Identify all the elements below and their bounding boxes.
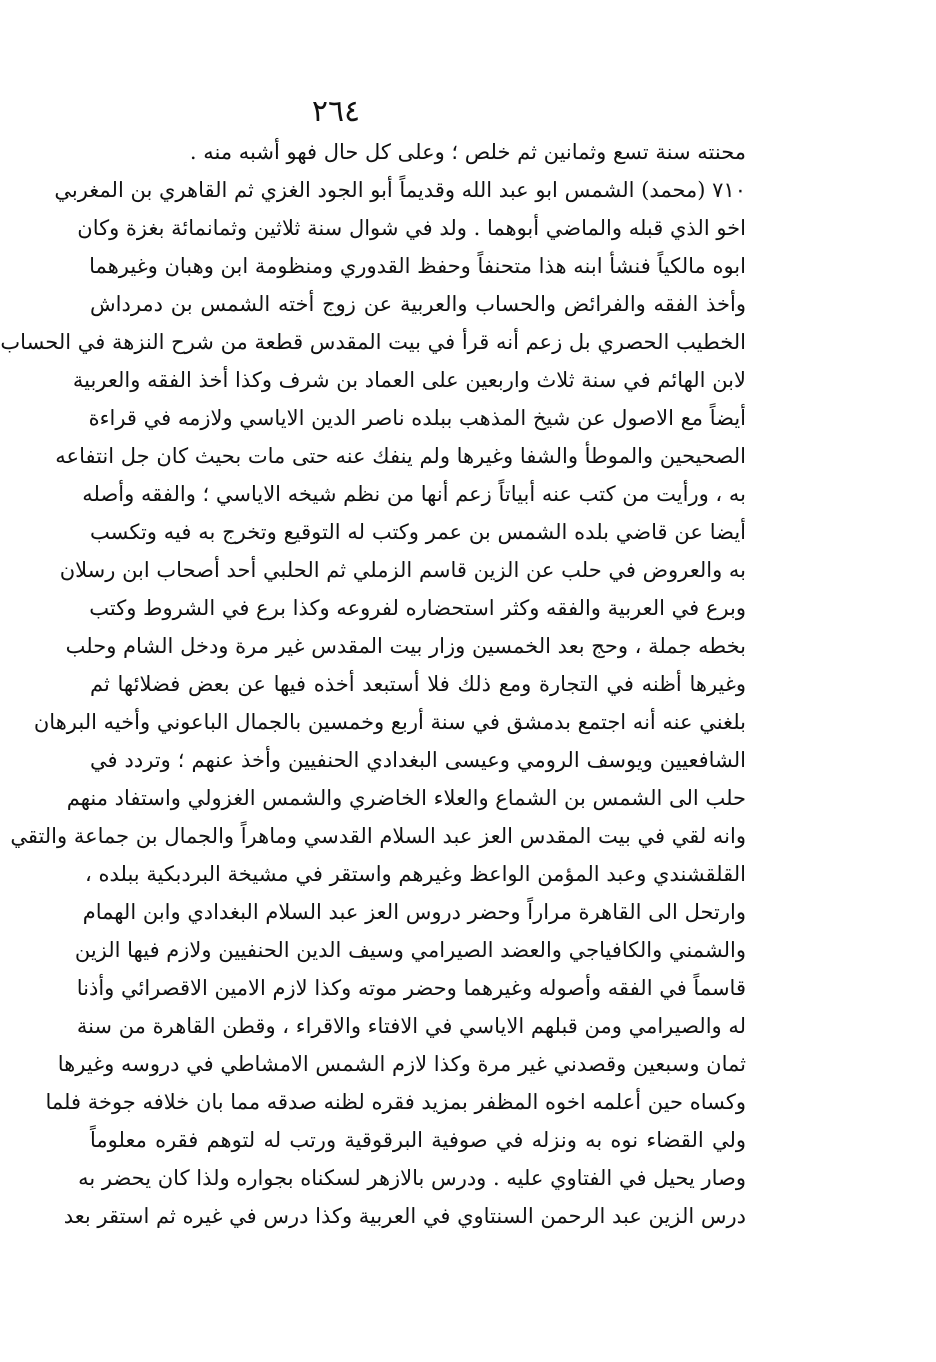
text-line: الخطيب الحصري بل زعم أنه قرأ في بيت المقدس قطعة من شرح النزهة في الحساب: [0, 330, 746, 354]
text-line: وانه لقي في بيت المقدس العز عبد السلام القدسي وماهراً والجمال بن جماعة والتقي: [10, 824, 746, 848]
body-text: [0, 133, 746, 1235]
text-line: الشافعيين ويوسف الرومي وعيسى البغدادي الحنفيين وأخذ عنهم ؛ وتردد في: [90, 748, 746, 772]
text-line: اخو الذي قبله والماضي أبوهما . ولد في شوال سنة ثلاثين وثمانمائة بغزة وكان: [77, 216, 746, 240]
text-line: وصار يحيل في الفتاوي عليه . ودرس بالازهر لسكناه بجواره ولذا كان يحضر به: [78, 1166, 746, 1190]
text-line: والشمني والكافياجي والعضد الصيرامي وسيف الدين الحنفيين ولازم فيها الزين: [74, 938, 746, 962]
text-line: وبرع في العربية والفقه وكثر استحضاره لفروعه وكذا برع في الشروط وكتب: [89, 596, 746, 620]
text-line: ٧١٠ (محمد) الشمس ابو عبد الله وقديماً أبو الجود الغزي ثم القاهري بن المغربي: [54, 178, 746, 202]
text-line: لابن الهائم في سنة ثلاث واربعين على العماد بن شرف وكذا أخذ الفقه والعربية: [72, 368, 746, 392]
text-line: وارتحل الى القاهرة مراراً وحضر دروس العز عبد السلام البغدادي وابن الهمام: [82, 900, 746, 924]
text-line: أيضاً مع الاصول عن شيخ المذهب ببلده ناصر الدين الاياسي ولازمه في قراءة: [88, 406, 746, 430]
text-line: ابوه مالكياً فنشأ ابنه هذا متحنفاً وحفظ القدوري ومنظومة ابن وهبان وغيرهما: [89, 254, 746, 278]
text-line: ولي القضاء نوه به ونزله في صوفية البرقوقية ورتب له لتوهم فقره معلوماً: [90, 1128, 746, 1152]
text-line: قاسماً في الفقه وأصوله وغيرهما وحضر موته وكذا لازم الامين الاقصرائي وأذنا: [76, 976, 746, 1000]
text-line: حلب الى الشمس بن الشماع والعلاء الخاضري والشمس الغزولي واستفاد منهم: [66, 786, 746, 810]
text-line: به والعروض في حلب عن الزين قاسم الزملي ثم الحلبي أحد أصحاب ابن رسلان: [59, 558, 746, 582]
text-line: وكساه حين أعلمه اخوه المظفر بمزيد فقره لظنه صدقه مما بان خلافه جوخة فلما: [45, 1090, 746, 1114]
text-line: به ، ورأيت من كتب عنه أبياتاً زعم أنها من نظم شيخه الاياسي ؛ والفقه وأصله: [82, 482, 746, 506]
text-line: وأخذ الفقه والفرائض والحساب والعربية عن زوج أخته الشمس بن دمرداش: [90, 292, 746, 316]
text-line: الصحيحين والموطأ والشفا وغيرها ولم ينفك عنه حتى مات بحيث كان جل انتفاعه: [55, 444, 746, 468]
text-line: له والصيرامي ومن قبلهم الاياسي في الافتاء والاقراء ، وقطن القاهرة من سنة: [76, 1014, 746, 1038]
text-line: القلقشندي وعبد المؤمن الواعظ وغيرهم واستقر في مشيخة البردبكية ببلده ،: [85, 862, 746, 886]
page-number: ٢٦٤: [311, 94, 361, 129]
text-line: محنته سنة تسع وثمانين ثم خلص ؛ وعلى كل حال فهو أشبه منه .: [189, 140, 746, 164]
text-line: درس الزين عبد الرحمن السنتاوي في العربية وكذا درس في غيره ثم استقر بعد: [63, 1204, 746, 1228]
text-line: بلغني عنه أنه اجتمع بدمشق في سنة أربع وخمسين بالجمال الباعوني وأخيه البرهان: [33, 710, 746, 734]
text-line: بخطه جملة ، وحج بعد الخمسين وزار بيت المقدس غير مرة ودخل الشام وحلب: [65, 634, 746, 658]
text-line: وغيرها أظنه في التجارة ومع ذلك فلا أستبعد أخذه فيها عن بعض فضلائها ثم: [90, 672, 746, 696]
text-line: أيضا عن قاضي بلده الشمس بن عمر وكتب له التوقيع وتخرج به فيه وتكسب: [90, 520, 746, 544]
text-line: ثمان وسبعين وقصدني غير مرة وكذا لازم الشمس الامشاطي في دروسه وغيرها: [57, 1052, 746, 1076]
